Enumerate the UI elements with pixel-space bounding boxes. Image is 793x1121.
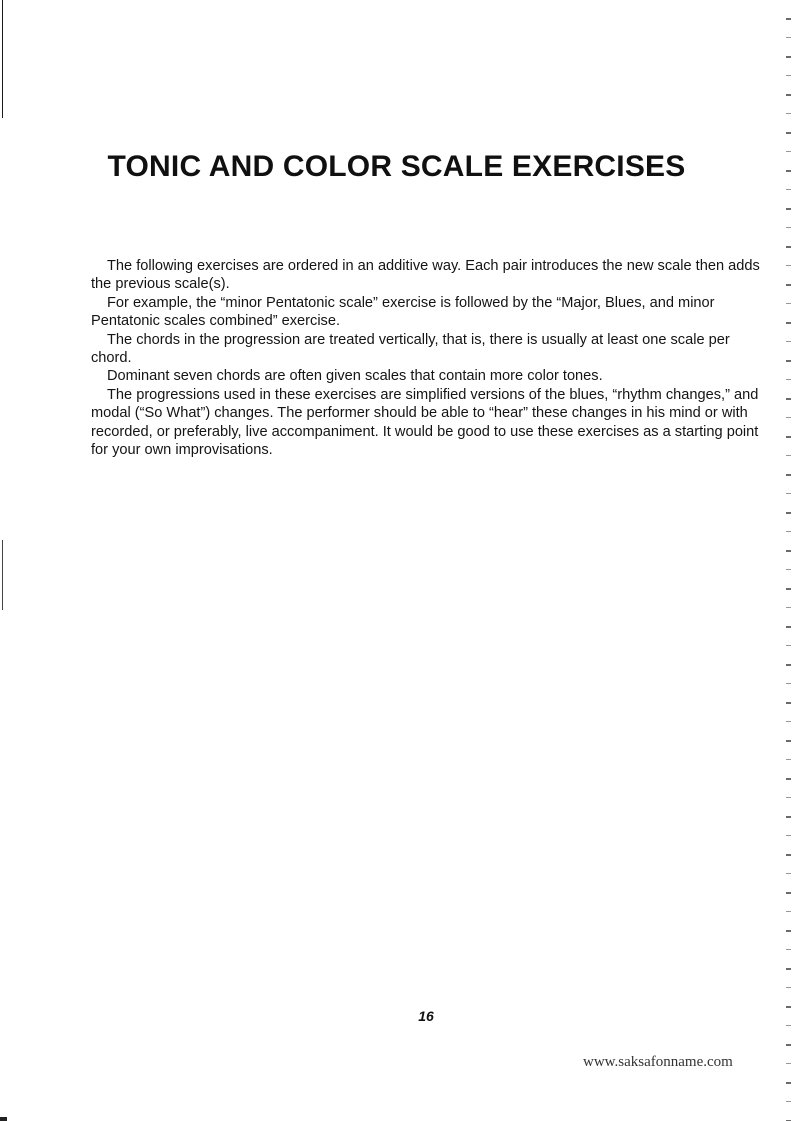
page-title: TONIC AND COLOR SCALE EXERCISES xyxy=(107,150,686,183)
scan-edge-left-mark xyxy=(2,540,3,610)
paragraph-3: The chords in the progression are treated vertically, that is, there is usually at least one scale per chord. xyxy=(91,331,730,367)
website-url: www.saksafonname.com xyxy=(583,1054,733,1070)
paragraph-5: The progressions used in these exercises are simplified versions of the blues, “rhythm changes,” and modal (“So What”) changes. The performer should be able to “hear” these changes in his mind or with recorded, or preferably, live accompaniment. It would be good to use these exercises as a starting point for your own improvisations. xyxy=(91,386,759,459)
page-number: 16 xyxy=(418,1008,434,1024)
body-text xyxy=(91,257,761,459)
scan-edge-left xyxy=(2,0,3,118)
paragraph-4: Dominant seven chords are often given scales that contain more color tones. xyxy=(107,368,603,385)
scan-corner-mark xyxy=(0,1117,7,1121)
paragraph-2: For example, the “minor Pentatonic scale” exercise is followed by the “Major, Blues, and minor Pentatonic scales combined” exercise. xyxy=(91,294,715,330)
paragraph-1: The following exercises are ordered in an additive way. Each pair introduces the new scale then adds the previous scale(s). xyxy=(91,258,760,293)
